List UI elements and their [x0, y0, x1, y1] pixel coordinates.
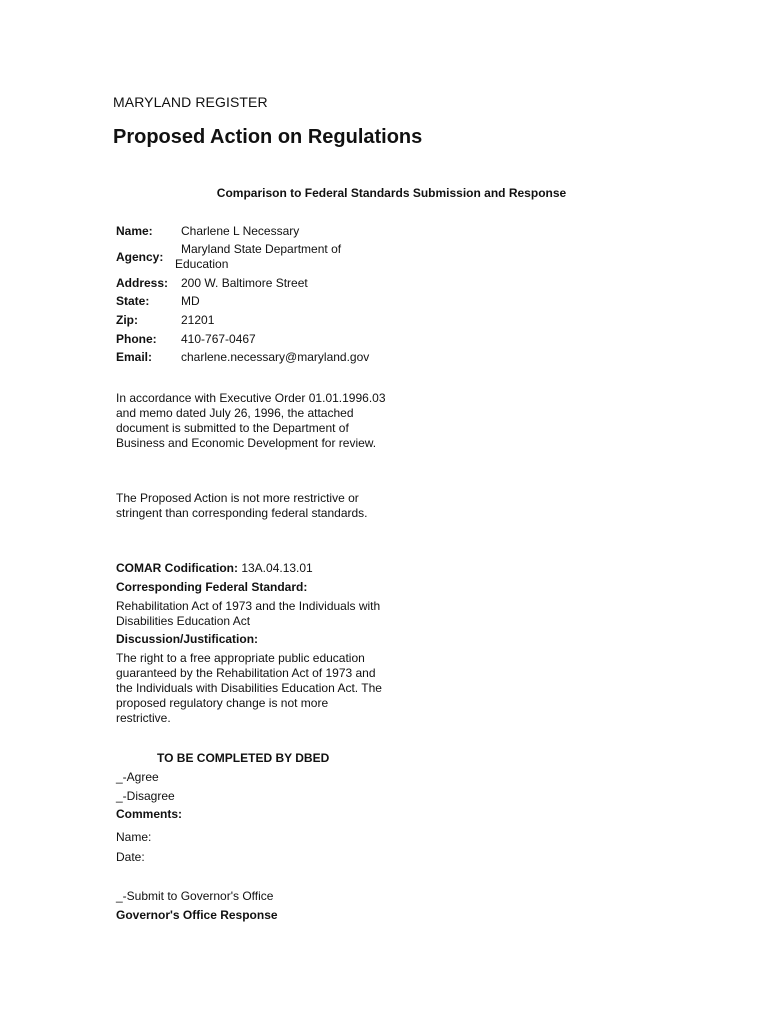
federal-standard-text: Rehabilitation Act of 1973 and the Individuals with Disabilities Education Act	[116, 599, 381, 628]
address-value: 200 W. Baltimore Street	[181, 276, 308, 290]
governor-response-label: Governor's Office Response	[116, 908, 278, 922]
page-title: Proposed Action on Regulations	[113, 126, 423, 148]
agency-value-line2: Education	[175, 257, 229, 271]
email-label: Email:	[116, 350, 153, 364]
phone-label: Phone:	[116, 332, 157, 346]
email-value: charlene.necessary@maryland.gov	[181, 350, 370, 364]
dbed-name-label: Name:	[116, 830, 152, 844]
comar-value: 13A.04.13.01	[238, 561, 313, 575]
agency-label: Agency:	[116, 250, 164, 264]
discussion-text: The right to a free appropriate public education guaranteed by the Rehabilitation Act of 1973 and the Individuals with Disabilities Education Act. The proposed regulatory change is not more restrictive.	[116, 651, 382, 725]
discussion-label: Discussion/Justification:	[116, 632, 259, 646]
submit-governor-option: _-Submit to Governor's Office	[116, 889, 274, 903]
zip-value: 21201	[181, 313, 215, 327]
comar-codification	[116, 561, 313, 575]
disagree-option: _-Disagree	[116, 789, 175, 803]
dbed-heading: TO BE COMPLETED BY DBED	[157, 751, 330, 765]
agency-value-line1: Maryland State Department of	[181, 242, 342, 256]
comments-label: Comments:	[116, 807, 183, 821]
comar-label: COMAR Codification:	[116, 561, 238, 575]
state-label: State:	[116, 294, 150, 308]
federal-standard-label: Corresponding Federal Standard:	[116, 580, 308, 594]
executive-order-paragraph: In accordance with Executive Order 01.01.1996.03 and memo dated July 26, 1996, the attached document is submitted to the Department of Business and Economic Development for review.	[116, 391, 386, 450]
name-value: Charlene L Necessary	[181, 224, 300, 238]
register-heading: MARYLAND REGISTER	[113, 94, 268, 110]
phone-value: 410-767-0467	[181, 332, 256, 346]
restrictiveness-paragraph: The Proposed Action is not more restrictive or stringent than corresponding federal standards.	[116, 491, 368, 520]
document-subtitle: Comparison to Federal Standards Submission and Response	[216, 186, 567, 200]
address-label: Address:	[116, 276, 169, 290]
name-label: Name:	[116, 224, 153, 238]
agree-option: _-Agree	[116, 770, 159, 784]
state-value: MD	[181, 294, 200, 308]
dbed-date-label: Date:	[116, 850, 145, 864]
zip-label: Zip:	[116, 313, 138, 327]
